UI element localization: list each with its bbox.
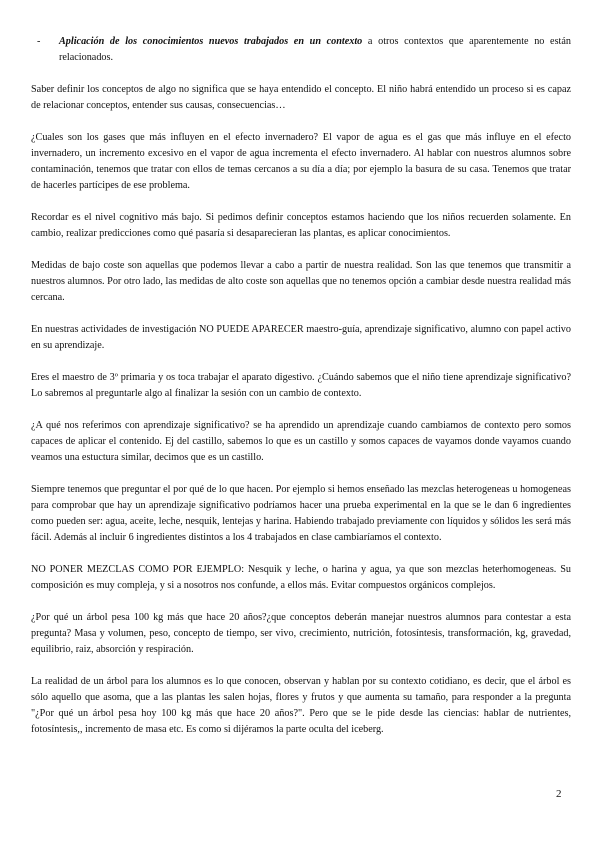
paragraph: Medidas de bajo coste son aquellas que podemos llevar a cabo a partir de nuestra realidad. Son las que tenemos que transmitir a nuestros alumnos. Por otro lado, las medidas de alto coste son aquellas que no tenemos opción a cambiar desde nuestra realidad más cercana. — [31, 260, 571, 303]
paragraph: ¿Por qué un árbol pesa 100 kg más que hace 20 años?¿que conceptos deberán manejar nuestros alumnos para contestar a esta pregunta? Masa y volumen, peso, concepto de tiempo, ser vivo, crecimiento, nutrición, fotosíntesis, transformación, kg, gravedad, equilibrio, raiz, absorción y respiración. — [31, 612, 571, 655]
paragraph: Eres el maestro de 3º primaria y os toca trabajar el aparato digestivo. ¿Cuándo sabemos que el niño tiene aprendizaje significativo? Lo sabremos al preguntarle algo al finalizar la sesión con un cambio de contexto. — [31, 372, 571, 399]
bullet-marker: - — [37, 36, 41, 47]
paragraph: Siempre tenemos que preguntar el por qué de lo que hacen. Por ejemplo si hemos enseñado las mezclas heterogeneas u homogeneas para comprobar que hay un aprendizaje significativo podríamos hacer una prueba experimental en la que se le dan 6 ingredientes como pueden ser: agua, aceite, leche, nesquik, lentejas y harina. Habiendo trabajado previamente con líquidos y sólidos les será más fácil. Además al incluir 6 ingredientes distintos a los 4 trabajados en clase cambiaríamos el contexto. — [31, 484, 571, 543]
paragraph: La realidad de un árbol para los alumnos es lo que conocen, observan y hablan por su contexto cotidiano, es decir, que el árbol es sólo aquello que asoma, que a las plantas les salen hojas, flores y frutos y que aumenta su tamaño, para responder a la pregunta "¿Por qué un árbol pesa hoy 100 kg más que hace 20 años?". Pero que se le pide desde las ciencias: hablar de nutrientes, fotosíntesis,, incremento de masa etc. Es como si dijéramos la parte oculta del iceberg. — [31, 676, 571, 735]
page-content — [31, 34, 571, 754]
bullet-item — [37, 34, 571, 66]
page-number: 2 — [556, 788, 562, 800]
bullet-text — [59, 34, 571, 66]
paragraph: NO PONER MEZCLAS COMO POR EJEMPLO: Nesquik y leche, o harina y agua, ya que son mezclas heterhomogeneas. Su composición es muy compleja, y si a nosotros nos confunde, a ellos más. Evitar compuestos orgánicos complejos. — [31, 564, 571, 591]
paragraph: ¿A qué nos referimos con aprendizaje significativo? se ha aprendido un aprendizaje cuando cambiamos de contexto pero somos capaces de aplicar el contenido. Ej del castillo, sabemos lo que es un castillo y somos capaces de vayamos donde vayamos cuando veamos una estuctura similar, decimos que es un castillo. — [31, 420, 571, 463]
paragraph: Saber definir los conceptos de algo no significa que se haya entendido el concepto. El niño habrá entendido un proceso si es capaz de relacionar conceptos, entender sus causas, consecuencias… — [31, 84, 571, 111]
bullet-bold-text: Aplicación de los conocimientos nuevos trabajados en un contexto — [59, 36, 363, 47]
paragraph: Recordar es el nivel cognitivo más bajo. Si pedimos definir conceptos estamos haciendo que los niños recuerden solamente. En cambio, realizar predicciones como qué pasaría si desaparecieran las plantas, es aplicar conocimientos. — [31, 212, 571, 239]
paragraph: En nuestras actividades de investigación NO PUEDE APARECER maestro-guía, aprendizaje significativo, alumno con papel activo en su aprendizaje. — [31, 324, 571, 351]
paragraph: ¿Cuales son los gases que más influyen en el efecto invernadero? El vapor de agua es el gas que más influye en el efecto invernadero, un incremento excesivo en el vapor de agua incrementa el efecto invernadero. Al hablar con nuestros alumnos sobre contaminación, tenemos que tratar con ellos de temas cercanos a su día a día; por ejemplo la basura de su casa. Tenemos que tratar de hacerles partícipes de ese problema. — [31, 132, 571, 191]
bullet-rest-text: a otros contextos que aparentemente no están relacionados. — [59, 36, 571, 63]
